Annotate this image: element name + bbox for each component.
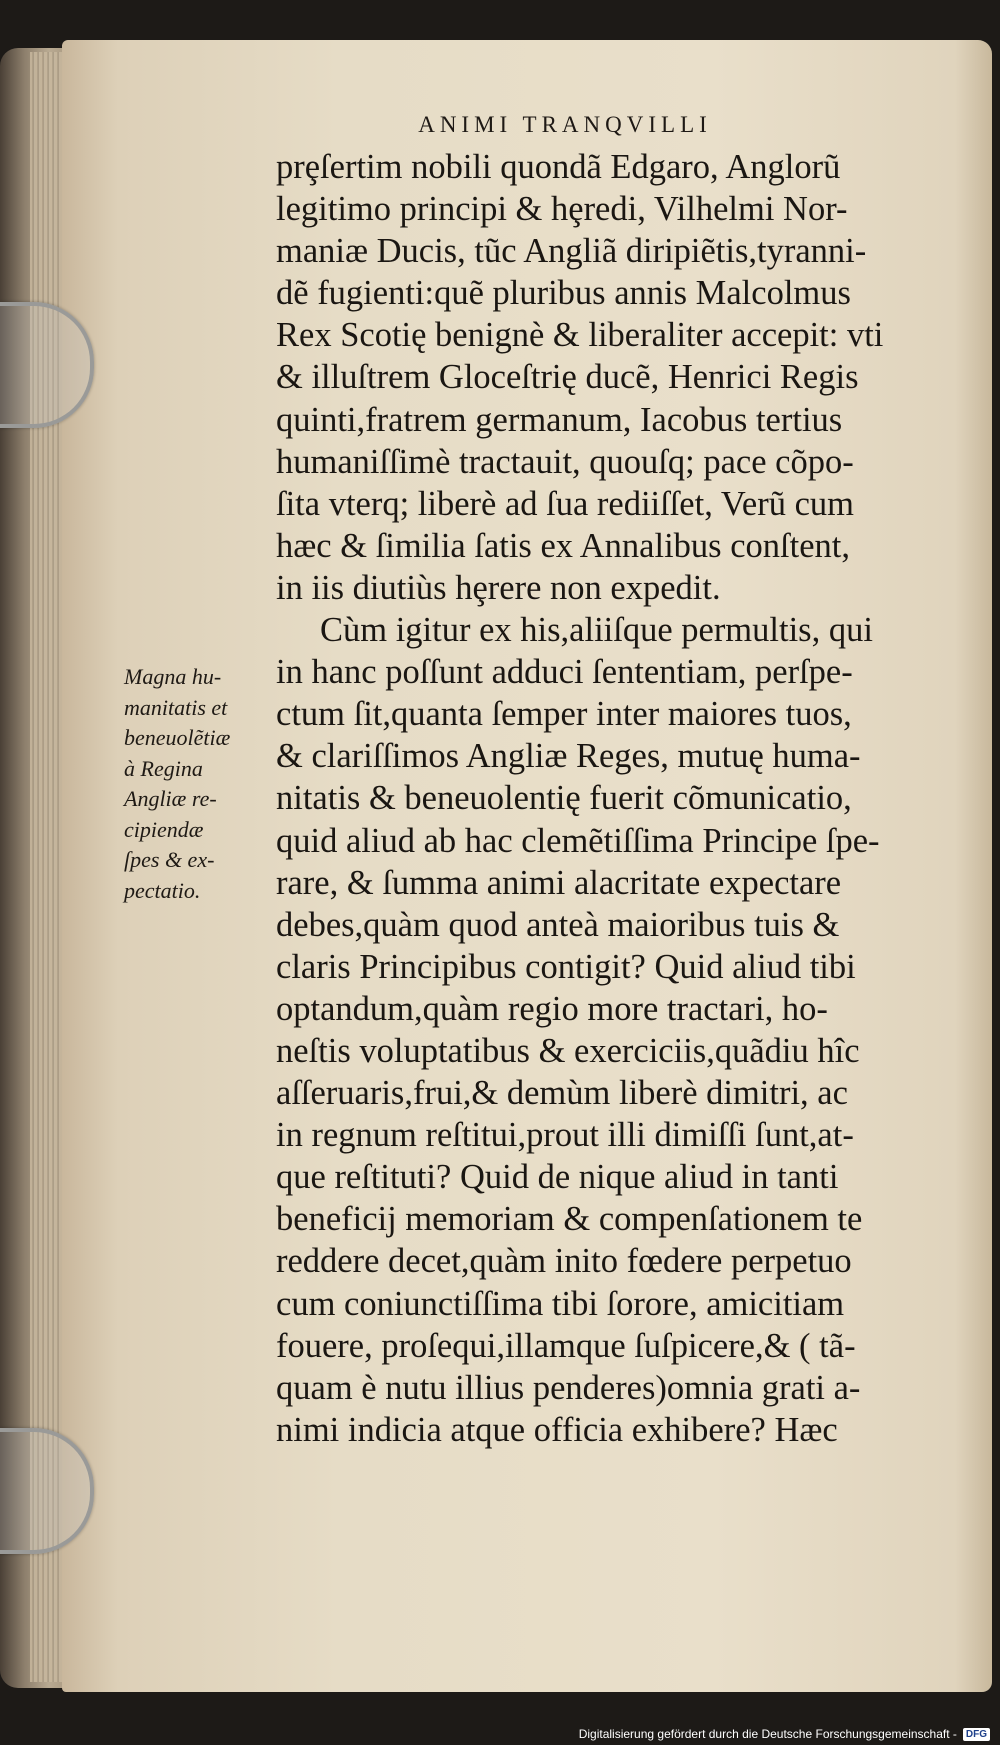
text-line: neſtis voluptatibus & exerciciis,quãdiu hîc (276, 1031, 860, 1070)
text-line: beneficij memoriam & compenſationem te (276, 1200, 863, 1239)
text-line: que reſtituti? Quid de nique aliud in tanti (276, 1158, 839, 1197)
marginal-note-line: à Regina (124, 755, 203, 781)
text-line: hæc & ſimilia ſatis ex Annalibus conſtent, (276, 526, 850, 565)
text-line: fouere, proſequi,illamque ſuſpicere,& ( tã- (276, 1326, 856, 1365)
text-line: ſita vterq; liberè ad ſua rediiſſet, Verũ cum (276, 484, 854, 523)
marginal-note-line: Angliæ re- (124, 786, 217, 811)
text-line: cum coniunctiſſima tibi ſorore, amicitiam (276, 1284, 845, 1323)
text-line: in regnum reſtitui,prout illi dimiſſi ſunt,at- (276, 1116, 854, 1155)
marginal-note-line: pectatio. (124, 877, 201, 903)
text-line: in hanc poſſunt adduci ſententiam, perſpe- (276, 653, 853, 692)
text-line: rare, & ſumma animi alacritate expectare (276, 863, 842, 902)
dfg-logo: DFG (963, 1728, 990, 1741)
marginal-note (124, 662, 274, 906)
marginal-note-line: cipiendæ (124, 816, 204, 842)
marginal-note-line: Magna hu- (124, 664, 222, 689)
text-line: quinti,fratrem germanum, Iacobus tertius (276, 400, 843, 439)
marginal-note-line: manitatis et (124, 694, 228, 720)
digitization-credit (579, 1727, 990, 1741)
text-line: dẽ fugienti:quẽ pluribus annis Malcolmus (276, 274, 851, 313)
credit-text: Digitalisierung gefördert durch die Deutsche Forschungsgemeinschaft - (578, 1727, 957, 1741)
text-line: quam è nutu illius penderes)omnia grati a- (276, 1368, 861, 1407)
text-line: reddere decet,quàm inito fœdere perpetuo (276, 1242, 852, 1281)
text-line: quid aliud ab hac clemẽtiſſima Principe ſpe- (276, 821, 880, 860)
body-text (276, 146, 966, 1451)
text-line: ctum ſit,quanta ſemper inter maiores tuos, (276, 695, 852, 734)
text-line: in iis diutiùs hȩrere non expedit. (276, 568, 721, 607)
text-line: aſſeruaris,frui,& demùm liberè dimitri, ac (276, 1074, 848, 1113)
text-line: Rex Scotię benignè & liberaliter accepit: vti (276, 316, 884, 355)
text-line: optandum,quàm regio more tractari, ho- (276, 989, 828, 1028)
text-line: & clariſſimos Angliæ Reges, mutuę huma- (276, 737, 861, 776)
text-line: legitimo principi & hȩredi, Vilhelmi Nor- (276, 190, 848, 229)
text-line: & illuſtrem Gloceſtrię ducẽ, Henrici Regis (276, 358, 859, 397)
running-title: ANIMI TRANQVILLI (418, 112, 712, 137)
marginal-note-line: beneuolẽtiæ (124, 725, 231, 750)
text-line: maniæ Ducis, tũc Angliã diripiẽtis,tyranni- (276, 232, 867, 271)
text-line: humaniſſimè tractauit, quouſq; pace cõpo- (276, 442, 854, 481)
text-line: prȩſertim nobili quondã Edgaro, Anglorũ (276, 148, 841, 186)
text-line: debes,quàm quod anteà maioribus tuis & (276, 905, 840, 944)
text-line: nimi indicia atque officia exhibere? Hæc (276, 1410, 838, 1449)
text-line: Cùm igitur ex his,aliiſque permultis, qui (320, 611, 873, 650)
marginal-note-line: ſpes & ex- (124, 847, 215, 872)
text-line: claris Principibus contigit? Quid aliud tibi (276, 947, 856, 986)
text-line: nitatis & beneuolentię fuerit cõmunicatio, (276, 779, 852, 818)
